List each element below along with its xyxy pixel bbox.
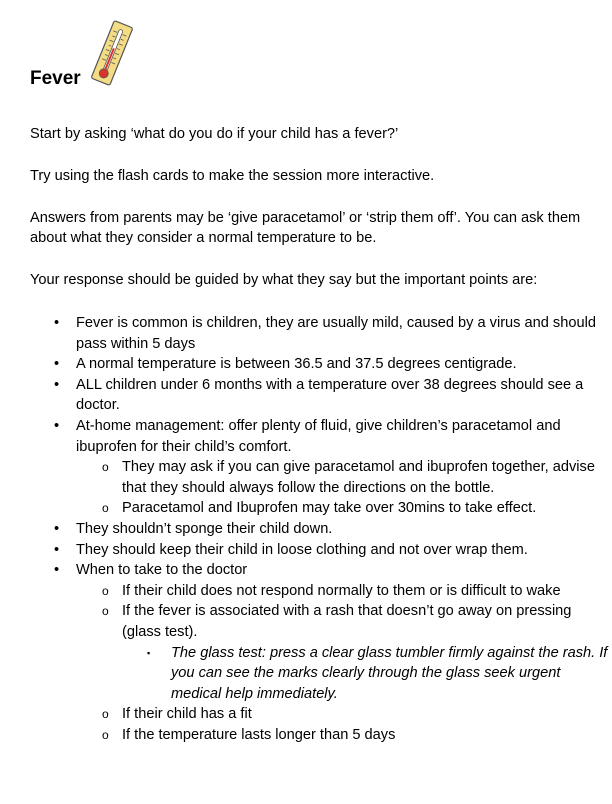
glass-test-text: The glass test: press a clear glass tumbler firmly against the rash. If you can see the marks clearly through the glass seek urgent medical help immediately. bbox=[171, 644, 608, 702]
sub-list-item bbox=[30, 457, 610, 498]
list-item-text: When to take to the doctor bbox=[76, 562, 248, 579]
circle-bullet-mark: o bbox=[102, 583, 109, 598]
intro-paragraph-1: Start by asking ‘what do you do if your child has a fever?’ bbox=[30, 126, 399, 142]
sub-list-item bbox=[30, 725, 610, 746]
glass-test-item bbox=[30, 643, 610, 705]
bullet-mark: • bbox=[54, 356, 60, 373]
circle-bullet-mark: o bbox=[102, 727, 109, 742]
intro-paragraph-2: Try using the flash cards to make the session more interactive. bbox=[30, 168, 435, 184]
sub-sub-list bbox=[122, 643, 610, 705]
sub-list-item-text: If the temperature lasts longer than 5 days bbox=[122, 726, 396, 743]
intro-paragraph-3: Answers from parents may be ‘give paracetamol’ or ‘strip them off’. You can ask them about what they consider a normal temperature to be. bbox=[30, 210, 581, 246]
sub-list bbox=[76, 581, 610, 746]
bullet-mark: • bbox=[54, 315, 60, 331]
list-item-text: At-home management: offer plenty of fluid, give children’s paracetamol and ibuprofen for their child’s comfort. bbox=[76, 417, 561, 455]
circle-bullet-mark: o bbox=[102, 460, 109, 475]
list-item bbox=[30, 416, 610, 519]
list-item-text: Fever is common is children, they are usually mild, caused by a virus and should pass within 5 days bbox=[76, 315, 596, 352]
sub-list-item-text: Paracetamol and Ibuprofen may take over 30mins to take effect. bbox=[122, 500, 537, 517]
list-item bbox=[30, 354, 610, 375]
intro-paragraph-4: Your response should be guided by what they say but the important points are: bbox=[30, 272, 538, 288]
list-item-text: They should keep their child in loose clothing and not over wrap them. bbox=[76, 541, 528, 558]
bullet-mark: • bbox=[54, 562, 60, 579]
thermometer-icon bbox=[88, 18, 136, 88]
bullet-mark: • bbox=[54, 376, 60, 393]
sub-list bbox=[76, 457, 610, 519]
circle-bullet-mark: o bbox=[102, 501, 109, 516]
list-item-text: A normal temperature is between 36.5 and 37.5 degrees centigrade. bbox=[76, 356, 517, 373]
key-points-list bbox=[30, 313, 610, 745]
circle-bullet-mark: o bbox=[102, 604, 109, 619]
sub-list-item bbox=[30, 704, 610, 725]
sub-list-item-text: If the fever is associated with a rash that doesn’t go away on pressing (glass test). bbox=[122, 603, 572, 640]
circle-bullet-mark: o bbox=[102, 707, 109, 722]
bullet-mark: • bbox=[54, 417, 60, 434]
list-item-text: ALL children under 6 months with a temperature over 38 degrees should see a doctor. bbox=[76, 376, 584, 414]
sub-list-item-text: They may ask if you can give paracetamol and ibuprofen together, advise that they should always follow the directions on the bottle. bbox=[122, 459, 595, 496]
page-title: Fever bbox=[30, 68, 81, 89]
list-item bbox=[30, 313, 610, 354]
square-bullet-mark: ▪ bbox=[147, 647, 151, 658]
list-item bbox=[30, 519, 610, 540]
sub-list-item-text: If their child has a fit bbox=[122, 706, 252, 723]
title-row bbox=[30, 18, 230, 90]
list-item bbox=[30, 560, 610, 745]
sub-list-item bbox=[30, 601, 610, 704]
sub-list-item-text: If their child does not respond normally to them or is difficult to wake bbox=[122, 582, 561, 599]
list-item bbox=[30, 540, 610, 561]
bullet-mark: • bbox=[54, 520, 60, 537]
bullet-mark: • bbox=[54, 541, 60, 558]
list-item bbox=[30, 375, 610, 416]
sub-list-item bbox=[30, 498, 610, 519]
list-item-text: They shouldn’t sponge their child down. bbox=[76, 520, 333, 537]
sub-list-item bbox=[30, 581, 610, 602]
